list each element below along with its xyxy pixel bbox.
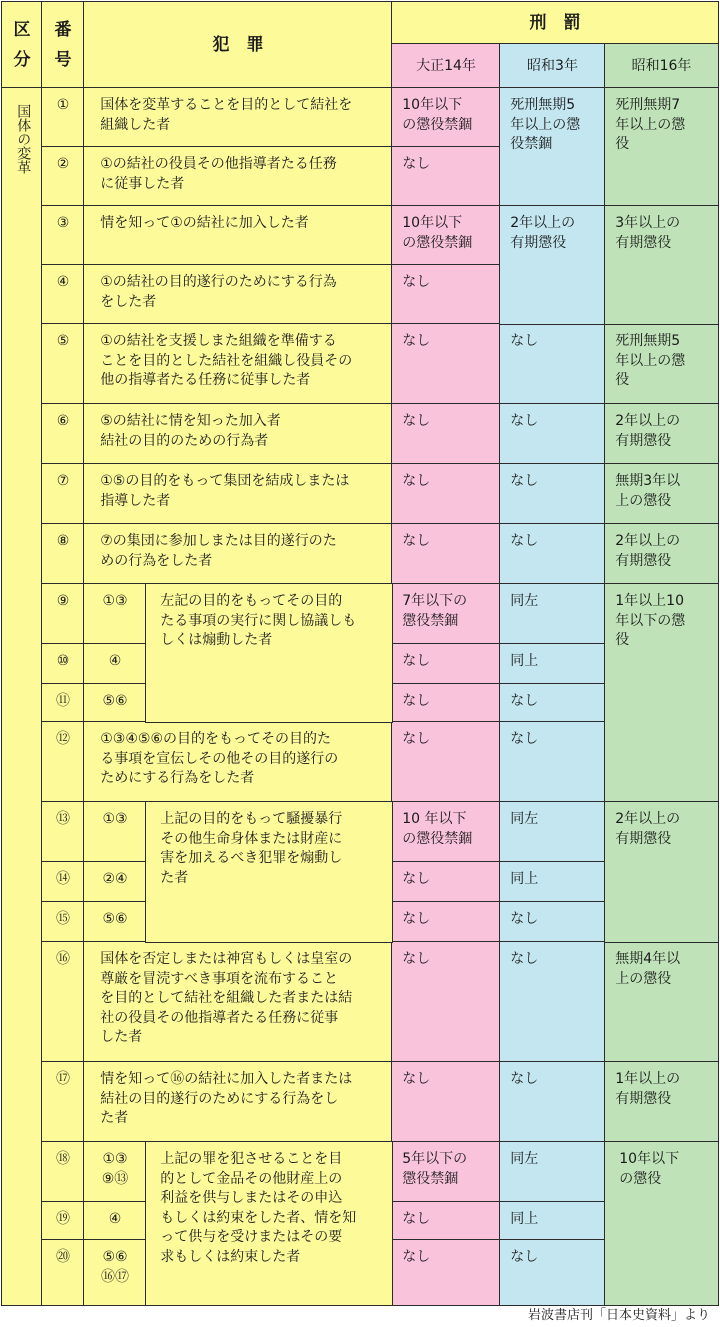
row-number-8: ⑧	[56, 533, 70, 550]
row-taisho-5-cell	[391, 323, 501, 405]
showa3-rows-1-2: 死刑無期5 年以上の懲 役禁錮	[510, 97, 581, 153]
row-taisho-16-cell	[391, 941, 501, 1063]
row-crime-3: 情を知って①の結社に加入した者	[100, 215, 309, 232]
row-showa3-9-cell	[499, 583, 606, 645]
header-bangou-cell	[41, 1, 85, 89]
row-taisho-13: 10 年以下 の懲役禁錮	[402, 811, 473, 847]
source-credit: 岩波書店刊「日本史資料」より	[527, 1308, 710, 1323]
row-showa3-7-cell	[499, 463, 606, 525]
row-taisho-7-cell	[391, 463, 501, 525]
row-showa3-19: 同上	[510, 1211, 539, 1228]
row-showa3-11-cell	[499, 683, 606, 723]
header-hanzai-cell	[83, 1, 393, 89]
row-showa16-5: 死刑無期5 年以上の懲 役	[615, 333, 686, 389]
row-number-7: ⑦	[56, 473, 70, 490]
row-showa3-16: なし	[510, 951, 539, 968]
crime-rows-18-20-cell	[145, 1141, 393, 1306]
row-taisho-10-cell	[391, 643, 501, 685]
row-number-5: ⑤	[56, 333, 70, 350]
row-showa3-17: なし	[510, 1071, 539, 1088]
row-taisho-2: なし	[402, 156, 431, 173]
crime-rows-13-15-cell	[145, 801, 393, 943]
row-crime-4: ①の結社の目的遂行のためにする行為 をした者	[100, 274, 337, 310]
row-number-19-cell	[41, 1201, 85, 1241]
row-number-6-cell	[41, 403, 85, 465]
row-crime-5: ①の結社を支援しまた組織を準備する ことを目的とした結社を組織し役員その 他の指導者たる任務に従事した者	[100, 333, 353, 389]
row-crime-5-cell	[83, 323, 393, 405]
row-crime-12: ①③④⑤⑥の目的をもってその目的た る事項を宣伝しその他その目的遂行の ためにする行為をした者	[100, 731, 339, 787]
row-showa3-7: なし	[510, 473, 539, 490]
row-taisho-1: 10年以下 の懲役禁錮	[402, 97, 473, 133]
row-showa3-19-cell	[499, 1201, 606, 1241]
row-number-1: ①	[56, 97, 70, 114]
row-number-9-cell	[41, 583, 85, 645]
row-number-12: ⑫	[56, 731, 70, 748]
row-showa3-14: 同上	[510, 871, 539, 888]
row-ref-11-cell	[83, 683, 147, 723]
row-number-11-cell	[41, 683, 85, 723]
row-ref-13-cell	[83, 801, 147, 863]
row-showa16-8: 2年以上の 有期懲役	[615, 533, 681, 569]
row-number-2-cell	[41, 146, 85, 207]
row-showa16-16-cell	[604, 941, 719, 1063]
row-ref-15: ⑤⑥	[102, 911, 128, 928]
row-number-11: ⑪	[56, 693, 70, 710]
row-ref-18-cell	[83, 1141, 147, 1203]
row-showa3-12-cell	[499, 721, 606, 803]
row-taisho-3: 10年以下 の懲役禁錮	[402, 215, 473, 251]
row-showa16-16: 無期4年以 上の懲役	[615, 951, 681, 987]
showa16-rows-9-12: 1年以上10 年以下の懲 役	[615, 593, 686, 649]
showa16-rows-9-12-cell	[604, 583, 719, 803]
row-number-5-cell	[41, 323, 85, 405]
header-kubun-cell	[1, 1, 43, 89]
category-kokutai-henkaku: 国体の変革	[15, 104, 32, 175]
crime-rows-13-15: 上記の目的をもって騒擾暴行 その他生命身体または財産に 害を加えるべき犯罪を煽動し た者	[160, 811, 343, 886]
row-number-20-cell	[41, 1239, 85, 1306]
row-taisho-8: なし	[402, 533, 431, 550]
row-showa3-10-cell	[499, 643, 606, 685]
header-showa3: 昭和3年	[527, 58, 578, 74]
showa16-rows-1-2-cell	[604, 87, 719, 207]
row-number-13-cell	[41, 801, 85, 863]
row-number-8-cell	[41, 523, 85, 585]
showa16-rows-13-15: 2年以上の 有期懲役	[615, 811, 681, 847]
row-showa3-11: なし	[510, 693, 539, 710]
row-crime-8: ⑦の集団に参加しまたは目的遂行のた めの行為をした者	[100, 533, 337, 569]
row-taisho-16: なし	[402, 951, 431, 968]
row-number-15: ⑮	[56, 911, 70, 928]
row-taisho-4-cell	[391, 264, 501, 325]
row-crime-1-cell	[83, 87, 393, 148]
row-number-17: ⑰	[56, 1071, 70, 1088]
row-showa16-17-cell	[604, 1061, 719, 1143]
row-number-2: ②	[56, 156, 70, 173]
row-showa3-8: なし	[510, 533, 539, 550]
header-keibatsu: 刑 罰	[529, 13, 581, 33]
row-showa16-7-cell	[604, 463, 719, 525]
row-number-15-cell	[41, 901, 85, 943]
row-ref-20: ⑤⑥ ⑯⑰	[101, 1249, 129, 1285]
row-crime-8-cell	[83, 523, 393, 585]
row-number-16-cell	[41, 941, 85, 1063]
row-taisho-12: なし	[402, 731, 431, 748]
row-taisho-18-cell	[391, 1141, 501, 1203]
row-number-17-cell	[41, 1061, 85, 1143]
row-showa3-20: なし	[510, 1249, 539, 1266]
row-taisho-9: 7年以下の 懲役禁錮	[402, 593, 468, 629]
header-showa16-cell	[604, 43, 719, 89]
row-number-4-cell	[41, 264, 85, 325]
row-ref-11: ⑤⑥	[102, 693, 128, 710]
row-taisho-12-cell	[391, 721, 501, 803]
row-taisho-10: なし	[402, 653, 431, 670]
row-taisho-18: 5年以下の 懲役禁錮	[402, 1151, 468, 1187]
row-ref-18: ①③ ⑨⑬	[101, 1151, 129, 1187]
row-showa16-6: 2年以上の 有期懲役	[615, 413, 681, 449]
row-crime-2-cell	[83, 146, 393, 207]
row-taisho-8-cell	[391, 523, 501, 585]
row-showa3-15: なし	[510, 911, 539, 928]
row-showa16-7: 無期3年以 上の懲役	[615, 473, 681, 509]
showa16-rows-1-2: 死刑無期7 年以上の懲 役	[615, 97, 686, 153]
row-taisho-3-cell	[391, 205, 501, 266]
showa16-rows-3-4: 3年以上の 有期懲役	[615, 215, 681, 251]
row-showa3-14-cell	[499, 861, 606, 903]
row-ref-15-cell	[83, 901, 147, 943]
row-number-20: ⑳	[56, 1249, 70, 1266]
row-showa3-16-cell	[499, 941, 606, 1063]
row-showa3-6-cell	[499, 403, 606, 465]
row-showa3-15-cell	[499, 901, 606, 943]
header-taisho14-cell	[391, 43, 501, 89]
row-number-13: ⑬	[56, 811, 70, 828]
row-number-10: ⑩	[56, 653, 70, 670]
row-ref-10-cell	[83, 643, 147, 685]
row-taisho-6-cell	[391, 403, 501, 465]
row-crime-17: 情を知って⑯の結社に加入した者または 結社の目的遂行のためにする行為をし た者	[100, 1071, 353, 1127]
row-crime-7-cell	[83, 463, 393, 525]
row-taisho-17: なし	[402, 1071, 431, 1088]
showa16-rows-18-20: 10年以下 の懲役	[619, 1151, 680, 1187]
row-taisho-19: なし	[402, 1211, 431, 1228]
row-ref-20-cell	[83, 1239, 147, 1306]
showa16-rows-13-15-cell	[604, 801, 719, 943]
row-number-6: ⑥	[56, 413, 70, 430]
row-number-7-cell	[41, 463, 85, 525]
header-kubun: 区 分	[13, 20, 31, 70]
row-number-14-cell	[41, 861, 85, 903]
row-taisho-13-cell	[391, 801, 501, 863]
header-showa16: 昭和16年	[631, 58, 692, 74]
row-number-9: ⑨	[56, 593, 70, 610]
row-taisho-19-cell	[391, 1201, 501, 1241]
row-ref-14: ②④	[102, 871, 128, 888]
crime-rows-9-11: 左記の目的をもってその目的 たる事項の実行に関し協議しも しくは煽動した者	[160, 593, 357, 649]
header-bangou: 番 号	[54, 20, 72, 70]
row-taisho-9-cell	[391, 583, 501, 645]
row-showa3-10: 同上	[510, 653, 539, 670]
row-ref-14-cell	[83, 861, 147, 903]
row-showa3-18: 同左	[510, 1151, 539, 1168]
row-crime-4-cell	[83, 264, 393, 325]
row-number-19: ⑲	[56, 1211, 70, 1228]
row-showa3-9: 同左	[510, 593, 539, 610]
header-taisho14: 大正14年	[416, 58, 476, 74]
row-showa16-6-cell	[604, 403, 719, 465]
row-showa3-5-cell	[499, 323, 606, 405]
row-taisho-20-cell	[391, 1239, 501, 1306]
row-number-14: ⑭	[56, 871, 70, 888]
showa3-rows-1-2-cell	[499, 87, 606, 207]
header-hanzai: 犯 罪	[212, 35, 264, 55]
row-taisho-14-cell	[391, 861, 501, 903]
row-taisho-5: なし	[402, 333, 431, 350]
row-showa3-18-cell	[499, 1141, 606, 1203]
row-showa3-20-cell	[499, 1239, 606, 1306]
row-showa3-6: なし	[510, 413, 539, 430]
row-crime-2: ①の結社の役員その他指導者たる任務 に従事した者	[100, 156, 337, 192]
row-taisho-17-cell	[391, 1061, 501, 1143]
row-taisho-20: なし	[402, 1249, 431, 1266]
row-showa16-8-cell	[604, 523, 719, 585]
row-number-3: ③	[56, 215, 70, 232]
row-taisho-6: なし	[402, 413, 431, 430]
row-crime-6-cell	[83, 403, 393, 465]
row-taisho-15-cell	[391, 901, 501, 943]
row-ref-9-cell	[83, 583, 147, 645]
row-showa3-8-cell	[499, 523, 606, 585]
row-number-3-cell	[41, 205, 85, 266]
row-ref-10: ④	[108, 653, 122, 670]
row-crime-7: ①⑤の目的をもって集団を結成しまたは 指導した者	[100, 473, 350, 509]
header-showa3-cell	[499, 43, 606, 89]
category-kokutai-henkaku-cell	[1, 87, 43, 1306]
row-showa3-5: なし	[510, 333, 539, 350]
row-taisho-11: なし	[402, 693, 431, 710]
showa3-rows-3-4-cell	[499, 205, 606, 325]
showa16-rows-18-20-cell	[604, 1141, 719, 1306]
row-showa3-13: 同左	[510, 811, 539, 828]
row-taisho-11-cell	[391, 683, 501, 723]
row-number-18-cell	[41, 1141, 85, 1203]
row-taisho-4: なし	[402, 274, 431, 291]
row-showa16-5-cell	[604, 323, 719, 405]
row-crime-1: 国体を変革することを目的として結社を 組織した者	[100, 97, 353, 133]
row-showa3-13-cell	[499, 801, 606, 863]
row-number-4: ④	[56, 274, 70, 291]
row-taisho-1-cell	[391, 87, 501, 148]
row-number-10-cell	[41, 643, 85, 685]
row-number-12-cell	[41, 721, 85, 803]
row-crime-16: 国体を否定しまたは神宮もしくは皇室の 尊厳を冒涜すべき事項を流布すること を目的として結社を組織した者または結 社の役員その他指導者たる任務に従事 した者	[100, 951, 353, 1046]
row-taisho-15: なし	[402, 911, 431, 928]
row-taisho-14: なし	[402, 871, 431, 888]
crime-rows-18-20: 上記の罪を犯させることを目 的として金品その他財産上の 利益を供与しまたはその申込 もしくは約束をした者、情を知 って供与を受けまたはその要 求もしくは約束した者	[160, 1151, 357, 1265]
row-taisho-2-cell	[391, 146, 501, 207]
row-number-18: ⑱	[56, 1151, 70, 1168]
row-crime-17-cell	[83, 1061, 393, 1143]
row-number-1-cell	[41, 87, 85, 148]
row-ref-19-cell	[83, 1201, 147, 1241]
row-ref-19: ④	[108, 1211, 122, 1228]
row-showa3-12: なし	[510, 731, 539, 748]
crime-rows-9-11-cell	[145, 583, 393, 723]
row-taisho-7: なし	[402, 473, 431, 490]
row-crime-16-cell	[83, 941, 393, 1063]
showa3-rows-3-4: 2年以上の 有期懲役	[510, 215, 576, 251]
row-crime-12-cell	[83, 721, 393, 803]
row-showa16-17: 1年以上の 有期懲役	[615, 1071, 681, 1107]
row-showa3-17-cell	[499, 1061, 606, 1143]
header-keibatsu-cell	[391, 1, 719, 45]
row-crime-3-cell	[83, 205, 393, 266]
row-ref-13: ①③	[102, 811, 128, 828]
showa16-rows-3-4-cell	[604, 205, 719, 325]
row-crime-6: ⑤の結社に情を知った加入者 結社の目的のための行為者	[100, 413, 281, 449]
row-number-16: ⑯	[56, 951, 70, 968]
row-ref-9: ①③	[102, 593, 128, 610]
